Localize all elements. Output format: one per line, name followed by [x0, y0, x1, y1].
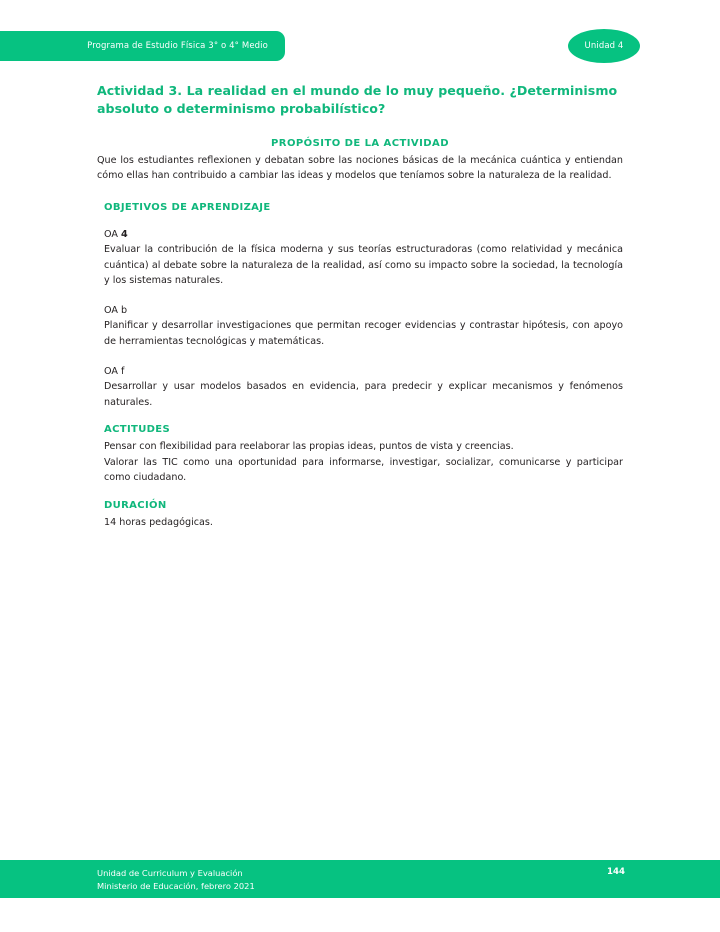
oa-code-prefix: OA — [104, 365, 121, 377]
attitudes-heading: ACTITUDES — [104, 424, 171, 436]
spacer — [97, 410, 623, 424]
duration-heading: DURACIÓN — [104, 499, 167, 511]
duration-text: 14 horas pedagógicas. — [104, 516, 213, 528]
oa-code — [104, 364, 623, 380]
unit-badge-label: Unidad 4 — [584, 41, 624, 51]
page-title: Actividad 3. La realidad en el mundo de lo muy pequeño. ¿Determinismo absoluto o determinismo probabilístico? — [97, 83, 618, 116]
oa-code — [104, 303, 623, 319]
oa-description: Planificar y desarrollar investigaciones que permitan recoger evidencias y contrastar hipótesis, con apoyo de herramientas tecnológicas y matemáticas. — [104, 320, 623, 347]
footer-credits — [97, 867, 255, 893]
footer-line-2: Ministerio de Educación, febrero 2021 — [97, 880, 255, 891]
program-header-label: Programa de Estudio Física 3° o 4° Medio — [87, 41, 268, 51]
learning-objective-item — [97, 227, 623, 289]
spacer — [97, 486, 623, 500]
section-duration — [97, 500, 623, 531]
oa-code-prefix: OA — [104, 228, 121, 240]
program-header-pill — [0, 31, 285, 61]
oa-code-value: 4 — [121, 228, 128, 240]
oa-code-prefix: OA — [104, 304, 121, 316]
oa-code-value: f — [121, 365, 125, 377]
section-attitudes — [97, 424, 623, 486]
learning-objective-item — [97, 303, 623, 350]
learning-objectives-heading: OBJETIVOS DE APRENDIZAJE — [104, 201, 271, 213]
spacer — [97, 184, 623, 202]
section-learning-objectives — [97, 202, 623, 410]
section-purpose — [97, 138, 623, 184]
learning-objective-item — [97, 364, 623, 411]
oa-description: Desarrollar y usar modelos basados en evidencia, para predecir y explicar mecanismos y fenómenos naturales. — [104, 381, 623, 408]
oa-code-value: b — [121, 304, 128, 316]
unit-badge — [568, 29, 640, 63]
main-content — [97, 82, 623, 530]
oa-description: Evaluar la contribución de la física moderna y sus teorías estructuradoras (como relatividad y mecánica cuántica) al debate sobre la naturaleza de la realidad, así como su impacto sobre la sociedad, la tecnología y los sistemas naturales. — [104, 244, 623, 287]
attitudes-line-1: Pensar con flexibilidad para reelaborar las propias ideas, puntos de vista y creencias. — [104, 441, 514, 453]
attitudes-line-2: Valorar las TIC como una oportunidad para informarse, investigar, socializar, comunicarse y participar como ciudadano. — [104, 456, 623, 484]
page-number: 144 — [607, 867, 625, 877]
purpose-heading: PROPÓSITO DE LA ACTIVIDAD — [271, 137, 449, 149]
purpose-text: Que los estudiantes reflexionen y debatan sobre las nociones básicas de la mecánica cuántica y entiendan cómo ellas han contribuido a cambiar las ideas y modelos que teníamos sobre la naturaleza de la realidad. — [97, 154, 623, 182]
oa-code — [104, 227, 623, 243]
footer-line-1: Unidad de Curriculum y Evaluación — [97, 868, 243, 878]
